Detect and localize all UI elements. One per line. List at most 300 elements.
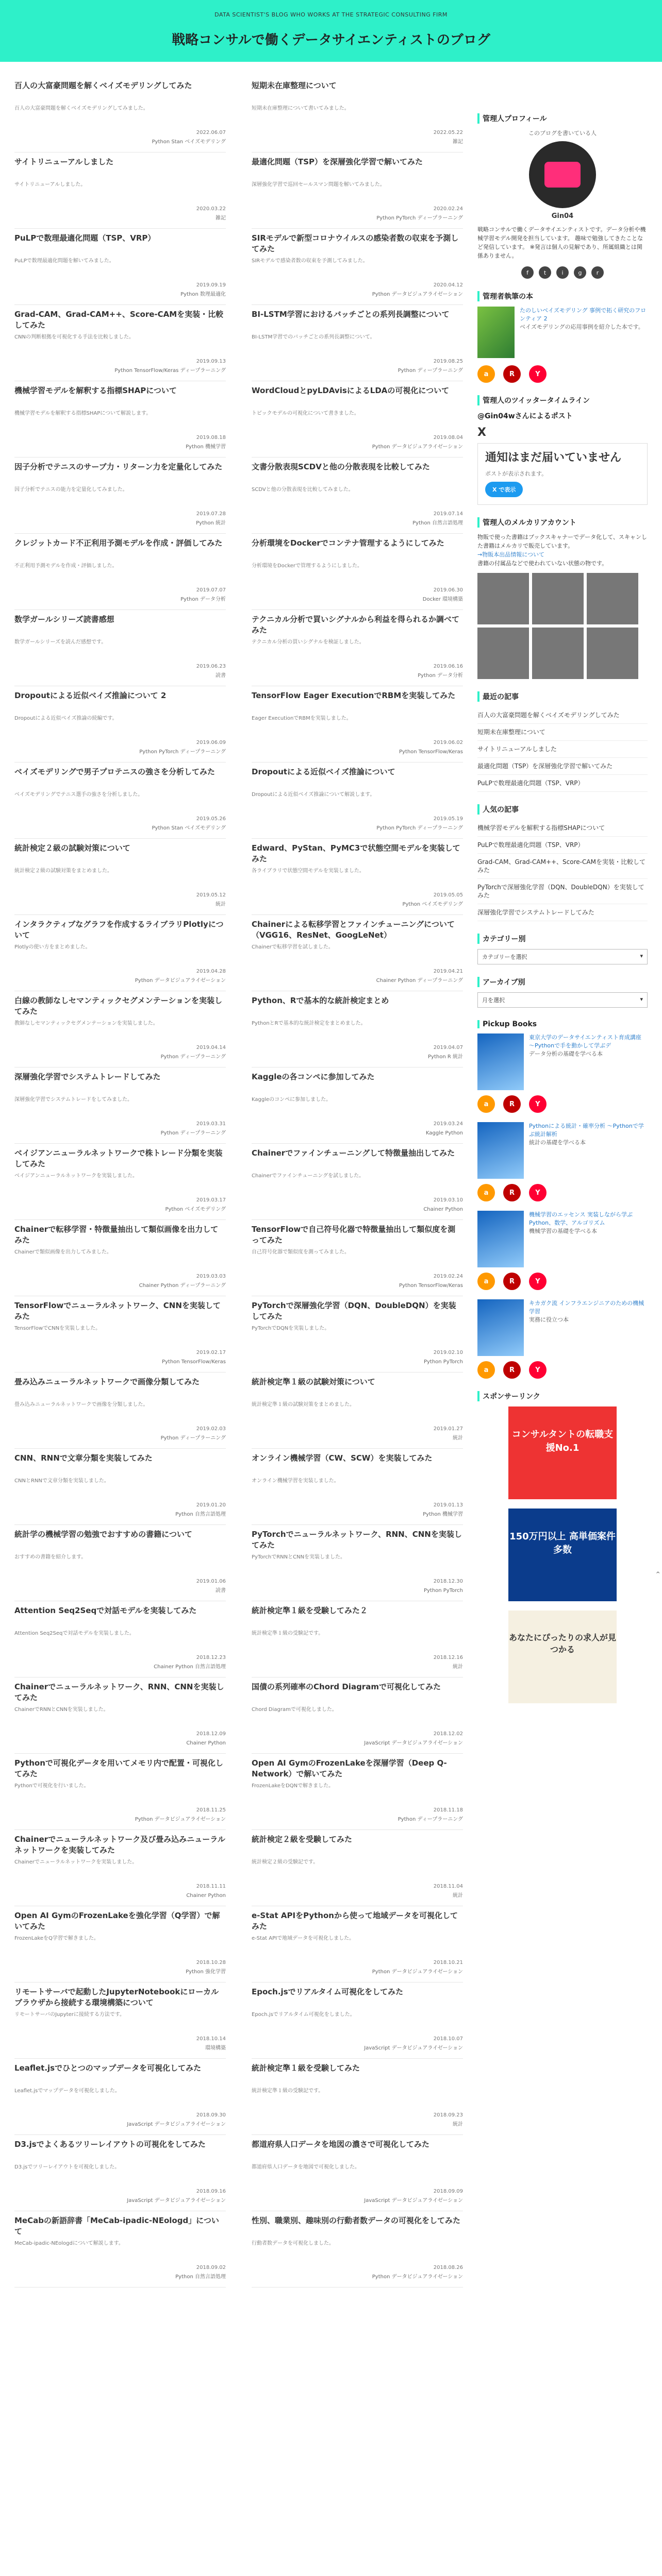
post-date: 2018.10.07 <box>433 2036 463 2042</box>
post-title[interactable]: 統計検定準１級の試験対策について <box>252 1377 375 1386</box>
post-title[interactable]: PyTorchで深層強化学習（DQN、DoubleDQN）を実装してみた <box>252 1301 456 1321</box>
twitter-icon[interactable]: t <box>539 266 551 279</box>
post-categories[interactable]: Python ディープラーニング <box>160 1054 226 1060</box>
pickup-book-title[interactable]: Pythonによる統計・確率分析 ～Pythonで学ぶ統計解析 <box>529 1123 644 1138</box>
post-categories[interactable]: 環境構築 <box>205 2045 226 2051</box>
profile-title: 管理人プロフィール <box>477 113 648 124</box>
post-title[interactable]: Python、Rで基本的な統計検定まとめ <box>252 996 389 1005</box>
post-card[interactable] <box>14 381 226 457</box>
post-categories[interactable]: Python ディープラーニング <box>398 368 463 374</box>
post-categories[interactable]: Python 自然言語処理 <box>175 1512 226 1517</box>
post-card[interactable] <box>14 534 226 610</box>
mercari-photo[interactable] <box>587 628 638 679</box>
post-card[interactable] <box>252 229 463 305</box>
sidebar-post-link[interactable]: Grad-CAM、Grad-CAM++、Score-CAMを実装・比較してみた <box>477 854 648 879</box>
post-categories[interactable]: JavaScript データビジュアライゼーション <box>127 2122 226 2127</box>
post-categories[interactable]: Python PyTorch <box>423 1588 463 1594</box>
post-title[interactable]: CNN、RNNで文章分類を実装してみた <box>14 1453 153 1463</box>
post-card[interactable] <box>14 1601 226 1677</box>
post-title[interactable]: リモートサーバで起動したJupyterNotebookにローカルブラウザから接続する環境構築について <box>14 1987 219 2007</box>
post-title[interactable]: 最適化問題（TSP）を深層強化学習で解いてみた <box>252 157 423 166</box>
post-title[interactable]: PyTorchでニューラルネットワーク、RNN、CNNを実装してみた <box>252 1530 462 1550</box>
post-title[interactable]: Grad-CAM、Grad-CAM++、Score-CAMを実装・比較してみた <box>14 310 224 330</box>
post-card[interactable] <box>14 686 226 762</box>
post-title[interactable]: Attention Seq2Seqで対話モデルを実装してみた <box>14 1606 197 1615</box>
post-card[interactable] <box>252 152 463 229</box>
mercari-link[interactable]: →物販本出品情報について <box>477 551 544 558</box>
post-categories[interactable]: Python TensorFlow/Keras ディープラーニング <box>114 368 226 374</box>
book-note: ベイズモデリングの応用事例を紹介した本です。 <box>520 324 644 330</box>
mercari-widget <box>477 517 648 679</box>
rakuten-button[interactable]: R <box>503 1361 521 1379</box>
post-title[interactable]: 性別、職業別、趣味別の行動者数データの可視化をしてみた <box>252 2216 461 2225</box>
post-excerpt: 因子分析でテニスの能力を定量化してみました。 <box>14 487 128 493</box>
post-card[interactable] <box>252 381 463 457</box>
post-title[interactable]: サイトリニューアルしました <box>14 157 114 166</box>
sidebar-post-link[interactable]: 機械学習モデルを解釈する指標SHAPについて <box>477 820 648 837</box>
post-card[interactable] <box>14 1754 226 1830</box>
post-title[interactable]: BI-LSTM学習におけるバッチごとの系列長調整について <box>252 310 450 319</box>
post-date: 2020.02.24 <box>433 206 463 212</box>
sidebar-post-link[interactable]: 短期未在庫整理について <box>477 724 648 741</box>
post-card[interactable] <box>252 1372 463 1449</box>
post-categories[interactable]: Python Stan ベイズモデリング <box>152 139 226 145</box>
post-title[interactable]: Open AI GymのFrozenLakeを強化学習（Q学習）で解いてみた <box>14 1911 220 1931</box>
post-categories[interactable]: 雑記 <box>453 139 463 145</box>
post-title[interactable]: ベイズモデリングで男子プロテニスの強さを分析してみた <box>14 767 215 776</box>
post-title[interactable]: Open AI GymのFrozenLakeを深層学習（Deep Q-Network）で解いてみた <box>252 1758 447 1778</box>
amazon-button[interactable]: a <box>477 1361 495 1379</box>
post-title[interactable]: Dropoutによる近似ベイズ推論について <box>252 767 395 776</box>
post-categories[interactable]: JavaScript データビジュアライゼーション <box>364 1740 463 1746</box>
post-categories[interactable]: Python R 統計 <box>428 1054 463 1060</box>
post-title[interactable]: 分析環境をDockerでコンテナ管理するようにしてみた <box>252 538 444 548</box>
post-card[interactable] <box>14 1525 226 1601</box>
post-categories[interactable]: Python ディープラーニング <box>398 1817 463 1822</box>
post-card[interactable] <box>252 1601 463 1677</box>
post-card[interactable] <box>252 534 463 610</box>
post-title[interactable]: 因子分析でテニスのサーブ力・リターン力を定量化してみた <box>14 462 223 471</box>
post-title[interactable]: オンライン機械学習（CW、SCW）を実装してみた <box>252 1453 433 1463</box>
post-excerpt: サイトリニューアルしました。 <box>14 182 86 188</box>
yahoo-button[interactable]: Y <box>529 1361 547 1379</box>
post-title[interactable]: Pythonで可視化データを用いてメモリ内で配置・可視化してみた <box>14 1758 223 1778</box>
post-card[interactable] <box>14 991 226 1067</box>
post-categories[interactable]: Python PyTorch <box>423 1359 463 1365</box>
pickup-book-title[interactable]: キカガク流 インフラエンジニアのための機械学習 <box>529 1300 644 1315</box>
post-title[interactable]: MeCabの新語辞書「MeCab-ipadic-NEologd」について <box>14 2216 219 2236</box>
post-categories[interactable]: Python 強化学習 <box>186 1969 226 1975</box>
post-date: 2019.08.25 <box>433 359 463 364</box>
post-title[interactable]: インタラクティブなグラフを作成するライブラリPlotlyについて <box>14 920 224 940</box>
post-card[interactable] <box>14 305 226 381</box>
post-excerpt: Plotlyの使い方をまとめました。 <box>14 944 91 950</box>
post-excerpt: FrozenLakeをQ学習で解きました。 <box>14 1936 99 1941</box>
post-categories[interactable]: Python データビジュアライゼーション <box>372 444 463 450</box>
post-excerpt: 統計検定準１級の試験対策をまとめました。 <box>252 1402 355 1408</box>
post-card[interactable] <box>14 2135 226 2211</box>
github-icon[interactable]: g <box>574 266 586 279</box>
post-categories[interactable]: Python データ分析 <box>418 673 463 679</box>
post-excerpt: FrozenLakeをDQNで解きました。 <box>252 1783 334 1789</box>
post-card[interactable] <box>14 1296 226 1372</box>
post-title[interactable]: TensorFlow Eager ExecutionでRBMを実装してみた <box>252 691 456 700</box>
post-date: 2018.11.18 <box>433 1807 463 1813</box>
post-card[interactable] <box>14 1220 226 1296</box>
post-card[interactable] <box>252 1754 463 1830</box>
mercari-photo[interactable] <box>587 573 638 624</box>
mercari-photo[interactable] <box>532 628 584 679</box>
post-card[interactable] <box>252 1830 463 1906</box>
post-date: 2022.05.22 <box>433 130 463 135</box>
post-card[interactable] <box>14 2059 226 2135</box>
pickup-book[interactable] <box>477 1299 648 1356</box>
post-title[interactable]: e-Stat APIをPythonから使って地域データを可視化してみた <box>252 1911 458 1931</box>
mercari-photo[interactable] <box>477 573 529 624</box>
pickup-book[interactable] <box>477 1122 648 1179</box>
post-date: 2018.11.25 <box>196 1807 226 1813</box>
post-categories[interactable]: Chainer Python ディープラーニング <box>376 978 463 984</box>
popular-posts-widget <box>477 804 648 921</box>
post-title[interactable]: Chainerでニューラルネットワーク及び畳み込みニューラルネットワークを実装してみた <box>14 1835 225 1855</box>
post-card[interactable] <box>252 1677 463 1754</box>
timeline-embed <box>477 443 648 505</box>
post-categories[interactable]: Python 自然言語処理 <box>412 520 463 526</box>
post-card[interactable] <box>252 1144 463 1220</box>
post-categories[interactable]: Python データビジュアライゼーション <box>372 1969 463 1975</box>
recommend-title: 管理者執筆の本 <box>477 291 648 301</box>
book-cover[interactable] <box>477 307 515 358</box>
post-categories[interactable]: Python PyTorch ディープラーニング <box>376 825 463 831</box>
post-categories[interactable]: Chainer Python 自然言語処理 <box>154 1664 226 1670</box>
post-categories[interactable]: Python 数理最適化 <box>180 292 226 297</box>
post-categories[interactable]: 雑記 <box>216 215 226 221</box>
post-card[interactable] <box>14 610 226 686</box>
pickup-book-note: 統計の基礎を学べる本 <box>529 1139 586 1146</box>
post-title[interactable]: クレジットカード不正利用予測モデルを作成・評価してみた <box>14 538 223 548</box>
post-categories[interactable]: Chainer Python <box>186 1893 226 1899</box>
post-excerpt: テクニカル分析の買いシグナルを検証しました。 <box>252 639 365 645</box>
post-categories[interactable]: Python ディープラーニング <box>160 1435 226 1441</box>
post-card[interactable] <box>14 915 226 991</box>
rakuten-button[interactable]: R <box>503 1095 521 1113</box>
book-cover[interactable] <box>477 1122 524 1179</box>
post-card[interactable] <box>14 1067 226 1144</box>
post-excerpt: CNNとRNNで文章分類を実装しました。 <box>14 1478 109 1484</box>
instagram-icon[interactable]: i <box>556 266 569 279</box>
post-title[interactable]: 統計検定準１級を受験してみた <box>252 2063 360 2073</box>
post-date: 2018.08.26 <box>433 2265 463 2270</box>
post-card[interactable] <box>14 2211 226 2287</box>
mercari-photos <box>477 573 648 679</box>
post-title[interactable]: 短期未在庫整理について <box>252 81 337 90</box>
post-date: 2019.01.06 <box>196 1579 226 1584</box>
post-categories[interactable]: Python 自然言語処理 <box>175 2274 226 2280</box>
post-categories[interactable]: Python データビジュアライゼーション <box>372 292 463 297</box>
post-date: 2020.03.22 <box>196 206 226 212</box>
post-card[interactable] <box>252 839 463 915</box>
post-categories[interactable]: JavaScript データビジュアライゼーション <box>364 2198 463 2204</box>
post-categories[interactable]: JavaScript データビジュアライゼーション <box>127 2198 226 2204</box>
post-categories[interactable]: Python PyTorch ディープラーニング <box>376 215 463 221</box>
post-card[interactable] <box>252 686 463 762</box>
post-categories[interactable]: Python Stan ベイズモデリング <box>152 825 226 831</box>
recommend-book[interactable] <box>477 307 648 358</box>
post-categories[interactable]: Python TensorFlow/Keras <box>399 1283 463 1289</box>
rakuten-button[interactable]: R <box>503 1184 521 1201</box>
sidebar-post-link[interactable]: PyTorchで深層強化学習（DQN、DoubleDQN）を実装してみた <box>477 879 648 904</box>
post-card[interactable] <box>14 762 226 839</box>
pickup-book-title[interactable]: 機械学習のエッセンス 実装しながら学ぶPython、数学、アルゴリズム <box>529 1211 633 1226</box>
post-card[interactable] <box>252 1296 463 1372</box>
post-excerpt: 都道府県人口データを地図で可視化しました。 <box>252 2164 360 2170</box>
post-card[interactable] <box>252 915 463 991</box>
pickup-widget <box>477 1020 648 1379</box>
post-excerpt: 短期未在庫整理について書いてみました。 <box>252 106 350 111</box>
post-card[interactable] <box>14 76 226 152</box>
post-categories[interactable]: 読書 <box>216 1588 226 1594</box>
rakuten-button[interactable]: R <box>503 365 521 383</box>
sidebar-post-link[interactable]: 百人の大富豪問題を解くベイズモデリングしてみた <box>477 707 648 724</box>
post-title[interactable]: Edward、PyStan、PyMC3で状態空間モデルを実装してみた <box>252 843 460 863</box>
post-categories[interactable]: Python ディープラーニング <box>160 1130 226 1136</box>
post-title[interactable]: Chainerで転移学習・特徴量抽出して類似画像を出力してみた <box>14 1225 219 1245</box>
post-title[interactable]: TensorFlowで自己符号化器で特徴量抽出して類似度を測ってみた <box>252 1225 456 1245</box>
buy-buttons <box>477 1095 648 1113</box>
post-title[interactable]: TensorFlowでニューラルネットワーク、CNNを実装してみた <box>14 1301 221 1321</box>
post-card[interactable] <box>14 1906 226 1982</box>
category-widget <box>477 934 648 964</box>
post-categories[interactable]: Docker 環境構築 <box>422 597 463 602</box>
post-title[interactable]: D3.jsでよくあるツリーレイアウトの可視化をしてみた <box>14 2140 206 2149</box>
post-categories[interactable]: Python データビジュアライゼーション <box>135 1817 226 1822</box>
post-card[interactable] <box>14 839 226 915</box>
post-date: 2019.06.16 <box>433 664 463 669</box>
post-title[interactable]: WordCloudとpyLDAvisによるLDAの可視化について <box>252 386 450 395</box>
post-categories[interactable]: Chainer Python <box>186 1740 226 1746</box>
timeline-handle[interactable]: @Gin04wさんによるポスト <box>477 412 573 420</box>
post-categories[interactable]: Python 統計 <box>196 520 226 526</box>
post-title[interactable]: Chainerでファインチューニングして特徴量抽出してみた <box>252 1148 455 1158</box>
scroll-to-top-icon[interactable]: ^ <box>656 1571 660 1577</box>
post-title[interactable]: 統計検定準１級を受験してみた２ <box>252 1606 368 1615</box>
x-logo-icon[interactable]: X <box>477 426 486 439</box>
post-categories[interactable]: Python 機械学習 <box>423 1512 463 1517</box>
post-date: 2019.01.27 <box>433 1426 463 1432</box>
post-excerpt: Chainerで類似画像を出力してみました。 <box>14 1249 112 1255</box>
amazon-button[interactable]: a <box>477 365 495 383</box>
post-categories[interactable]: Python ベイズモデリング <box>402 902 463 907</box>
post-card[interactable] <box>252 2059 463 2135</box>
post-card[interactable] <box>252 305 463 381</box>
post-categories[interactable]: Chainer Python <box>423 1207 463 1212</box>
post-excerpt: 深層強化学習でシステムトレードをしてみました。 <box>14 1097 133 1103</box>
post-title[interactable]: PuLPで数理最適化問題（TSP、VRP） <box>14 233 156 243</box>
post-card[interactable] <box>252 1220 463 1296</box>
post-card[interactable] <box>252 2211 463 2287</box>
post-card[interactable] <box>252 610 463 686</box>
post-title[interactable]: 畳み込みニューラルネットワークで画像分類してみた <box>14 1377 200 1386</box>
post-categories[interactable]: 統計 <box>453 1435 463 1441</box>
view-on-x-button[interactable]: X で表示 <box>485 482 523 497</box>
sidebar-post-link[interactable]: サイトリニューアルしました <box>477 741 648 758</box>
sidebar-post-link[interactable]: PuLPで数理最適化問題（TSP、VRP） <box>477 837 648 854</box>
post-title[interactable]: Chainerでニューラルネットワーク、RNN、CNNを実装してみた <box>14 1682 224 1702</box>
post-categories[interactable]: Python PyTorch ディープラーニング <box>139 749 226 755</box>
post-title[interactable]: テクニカル分析で買いシグナルから利益を得られるか調べてみた <box>252 615 460 635</box>
amazon-button[interactable]: a <box>477 1184 495 1201</box>
post-title[interactable]: 深層強化学習でシステムトレードしてみた <box>14 1072 161 1081</box>
post-title[interactable]: Leaflet.jsでひとつのマップデータを可視化してみた <box>14 2063 202 2073</box>
post-date: 2018.12.09 <box>196 1731 226 1737</box>
pickup-book-note: データ分析の基礎を学べる本 <box>529 1050 603 1057</box>
book-title-link[interactable]: たのしいベイズモデリング 事例で拓く研究のフロンティア 2 <box>520 307 647 322</box>
post-title[interactable]: ベイジアンニューラルネットワークで株トレード分類を実装してみた <box>14 1148 223 1168</box>
post-categories[interactable]: 統計 <box>453 1893 463 1899</box>
post-excerpt: 統計検定準１級の受験記です。 <box>252 1631 324 1636</box>
post-date: 2019.03.31 <box>196 1121 226 1127</box>
post-card[interactable] <box>14 1372 226 1449</box>
rakuten-button[interactable]: R <box>503 1273 521 1290</box>
post-date: 2019.09.13 <box>196 359 226 364</box>
post-card[interactable] <box>14 1144 226 1220</box>
post-excerpt: ベイズモデリングでテニス選手の強さを分析しました。 <box>14 792 143 798</box>
post-categories[interactable]: Python TensorFlow/Keras <box>399 749 463 755</box>
post-date: 2019.03.24 <box>433 1121 463 1127</box>
post-categories[interactable]: Python 機械学習 <box>186 444 226 450</box>
pickup-book[interactable] <box>477 1211 648 1267</box>
post-card[interactable] <box>252 2135 463 2211</box>
post-date: 2019.03.10 <box>433 1197 463 1203</box>
facebook-icon[interactable]: f <box>521 266 534 279</box>
sidebar-post-link[interactable]: 深層強化学習でシステムトレードしてみた <box>477 904 648 921</box>
post-excerpt: Dropoutによる近似ベイズ推論について解説します。 <box>252 792 375 798</box>
page-container <box>0 62 662 2287</box>
post-title[interactable]: 機械学習モデルを解釈する指標SHAPについて <box>14 386 177 395</box>
post-excerpt: 自己符号化器で類似度を測ってみました。 <box>252 1249 350 1255</box>
post-card[interactable] <box>252 1906 463 1982</box>
book-cover[interactable] <box>477 1211 524 1267</box>
post-card[interactable] <box>252 991 463 1067</box>
book-cover[interactable] <box>477 1033 524 1090</box>
post-date: 2019.02.17 <box>196 1350 226 1355</box>
amazon-button[interactable]: a <box>477 1273 495 1290</box>
post-categories[interactable]: Python データ分析 <box>180 597 226 602</box>
sponsor-ad[interactable]: 150万円以上 高単価案件多数 <box>508 1509 617 1601</box>
site-tagline: DATA SCIENTIST'S BLOG WHO WORKS AT THE STRATEGIC CONSULTING FIRM <box>214 11 448 18</box>
post-card[interactable] <box>14 1982 226 2059</box>
buy-buttons <box>477 1361 648 1379</box>
category-select[interactable] <box>477 949 648 964</box>
post-categories[interactable]: Python データビジュアライゼーション <box>372 2274 463 2280</box>
post-title[interactable]: 統計学の機械学習の勉強でおすすめの書籍について <box>14 1530 192 1539</box>
post-title[interactable]: 百人の大富豪問題を解くベイズモデリングしてみた <box>14 81 192 90</box>
post-card[interactable] <box>14 457 226 534</box>
recent-posts-widget <box>477 691 648 792</box>
post-title[interactable]: 文書分散表現SCDVと他の分散表現を比較してみた <box>252 462 430 471</box>
post-card[interactable] <box>252 76 463 152</box>
post-title[interactable]: 統計検定２級を受験してみた <box>252 1835 353 1844</box>
yahoo-button[interactable]: Y <box>529 1184 547 1201</box>
sidebar-post-link[interactable]: 最適化問題（TSP）を深層強化学習で解いてみた <box>477 758 648 775</box>
amazon-button[interactable]: a <box>477 1095 495 1113</box>
pickup-book-title[interactable]: 東京大学のデータサイエンティスト育成講座 ～Pythonで手を動かして学ぶデ <box>529 1034 641 1049</box>
mercari-photo[interactable] <box>532 573 584 624</box>
site-title[interactable]: 戦略コンサルで働くデータサイエンティストのブログ <box>172 32 490 48</box>
archive-select[interactable] <box>477 992 648 1008</box>
pickup-book[interactable] <box>477 1033 648 1090</box>
post-date: 2022.06.07 <box>196 130 226 135</box>
post-title[interactable]: 都道府県人口データを地図の濃さで可視化してみた <box>252 2140 430 2149</box>
post-grid <box>14 62 463 2287</box>
post-categories[interactable]: 統計 <box>453 1664 463 1670</box>
sponsor-ad[interactable]: あなたにぴったりの求人が見つかる <box>508 1611 617 1703</box>
book-cover[interactable] <box>477 1299 524 1356</box>
post-date: 2018.09.02 <box>196 2265 226 2270</box>
post-categories[interactable]: Chainer Python ディープラーニング <box>139 1283 226 1289</box>
sponsor-title: スポンサーリンク <box>477 1391 648 1401</box>
post-card[interactable] <box>14 1449 226 1525</box>
notify-heading: 通知はまだ届いていません <box>485 451 622 464</box>
yahoo-button[interactable]: Y <box>529 1095 547 1113</box>
post-title[interactable]: 白線の教師なしセマンティックセグメンテーションを実装してみた <box>14 996 223 1016</box>
post-categories[interactable]: JavaScript データビジュアライゼーション <box>364 2045 463 2051</box>
post-card[interactable] <box>14 152 226 229</box>
post-categories[interactable]: 読書 <box>216 673 226 679</box>
profile-widget <box>477 113 648 279</box>
post-title[interactable]: 統計検定２級の試験対策について <box>14 843 130 853</box>
post-title[interactable]: 数学ガールシリーズ読書感想 <box>14 615 114 624</box>
post-title[interactable]: Dropoutによる近似ベイズ推論について 2 <box>14 691 167 700</box>
post-card[interactable] <box>252 1067 463 1144</box>
post-title[interactable]: SIRモデルで新型コロナウイルスの感染者数の収束を予測してみた <box>252 233 459 253</box>
yahoo-button[interactable]: Y <box>529 1273 547 1290</box>
post-title[interactable]: Chainerによる転移学習とファインチューニングについて（VGG16、ResNet、GoogLeNet） <box>252 920 455 940</box>
buy-buttons <box>477 1273 648 1290</box>
post-categories[interactable]: Python ベイズモデリング <box>165 1207 226 1212</box>
post-card[interactable] <box>14 229 226 305</box>
post-categories[interactable]: 統計 <box>216 902 226 907</box>
yahoo-button[interactable]: Y <box>529 365 547 383</box>
post-card[interactable] <box>14 1830 226 1906</box>
post-categories[interactable]: Python データビジュアライゼーション <box>135 978 226 984</box>
post-card[interactable] <box>252 762 463 839</box>
post-card[interactable] <box>252 1525 463 1601</box>
sponsor-ad[interactable]: コンサルタントの転職支援No.1 <box>508 1406 617 1499</box>
post-card[interactable] <box>252 457 463 534</box>
post-title[interactable]: 国債の系列確率のChord Diagramで可視化してみた <box>252 1682 441 1691</box>
rss-icon[interactable]: r <box>591 266 604 279</box>
post-date: 2019.05.05 <box>433 892 463 898</box>
post-excerpt: Pythonで可視化を行いました。 <box>14 1783 89 1789</box>
chevron-down-icon: ▾ <box>640 953 643 959</box>
recent-title: 最近の記事 <box>477 691 648 702</box>
post-date: 2019.05.12 <box>196 892 226 898</box>
sidebar-post-link[interactable]: PuLPで数理最適化問題（TSP、VRP） <box>477 775 648 792</box>
post-excerpt: PythonとRで基本的な統計検定をまとめました。 <box>252 1021 366 1026</box>
post-date: 2019.01.20 <box>196 1502 226 1508</box>
post-date: 2019.07.14 <box>433 511 463 517</box>
post-card[interactable] <box>252 1982 463 2059</box>
mercari-photo[interactable] <box>477 628 529 679</box>
post-title[interactable]: Epoch.jsでリアルタイム可視化をしてみた <box>252 1987 404 1996</box>
post-card[interactable] <box>252 1449 463 1525</box>
post-title[interactable]: Kaggleの各コンペに参加してみた <box>252 1072 375 1081</box>
post-categories[interactable]: 統計 <box>453 2122 463 2127</box>
post-card[interactable] <box>14 1677 226 1754</box>
post-categories[interactable]: Python TensorFlow/Keras <box>161 1359 226 1365</box>
post-categories[interactable]: Kaggle Python <box>426 1130 463 1136</box>
